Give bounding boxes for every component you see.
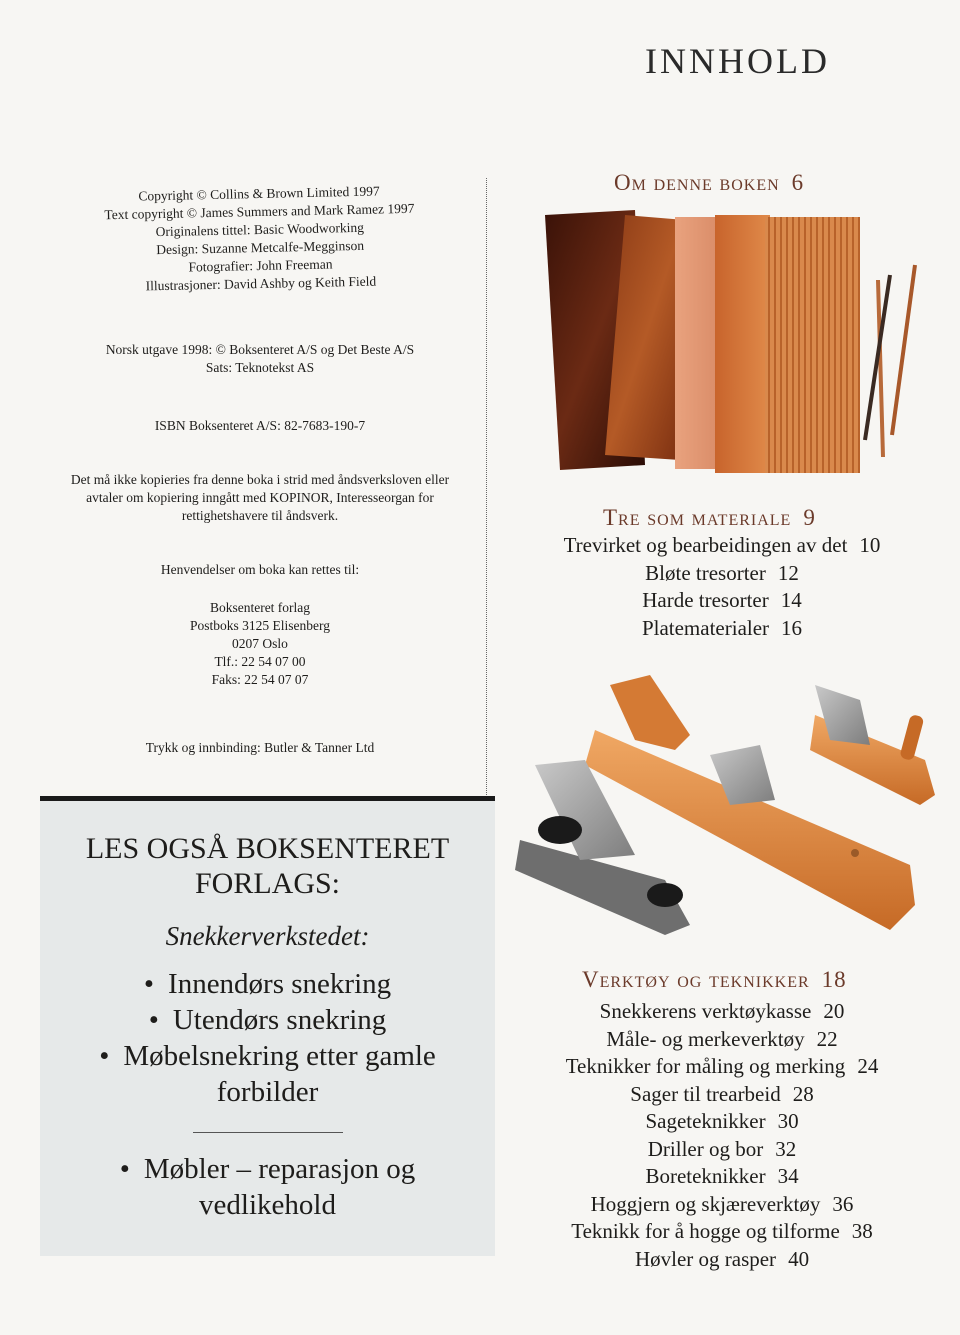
credit-line: Design: Suzanne Metcalfe-Megginson	[156, 237, 365, 258]
toc-entry[interactable]	[487, 1246, 957, 1274]
wood-samples-illustration	[540, 205, 920, 475]
promo-item-label: Møbler – reparasjon og vedlikehold	[143, 1153, 416, 1221]
notice-line: avtaler om kopiering inngått med KOPINOR, Interesseorgan for	[86, 490, 434, 505]
toc-entry-label: Høvler og rasper	[634, 1246, 777, 1271]
promo-item-label: Møbelsnekring etter gamle forbilder	[123, 1040, 436, 1108]
toc-entry-page: 16	[781, 615, 803, 640]
bullet-icon: •	[143, 968, 155, 1000]
bullet-icon: •	[119, 1153, 130, 1185]
toc-entry-page: 14	[780, 588, 802, 612]
toc-section-page: 18	[821, 967, 847, 992]
toc-entry[interactable]	[487, 1163, 957, 1191]
toc-section-title: Om denne boken	[614, 170, 780, 195]
toc-entry[interactable]	[487, 1053, 957, 1081]
toc-entry-label: Driller og bor	[647, 1136, 764, 1161]
imprint-column	[40, 185, 480, 757]
promo-item	[68, 966, 467, 1002]
toc-entry-label: Hoggjern og skjæreverktøy	[590, 1191, 821, 1216]
toc-section-verktoy-og-teknikker[interactable]	[582, 967, 847, 993]
promo-heading	[40, 831, 495, 901]
toc-entry-label: Sageteknikker	[645, 1109, 766, 1133]
credit-line: Fotografier: John Freeman	[188, 256, 333, 275]
notice-line: rettighetshavere til åndsverk.	[181, 508, 339, 523]
promo-box	[40, 796, 495, 1256]
toc-entry-page: 38	[851, 1219, 873, 1243]
toc-entry[interactable]	[487, 1191, 957, 1219]
wood-sample	[715, 215, 770, 473]
address-block	[40, 599, 480, 689]
toc-entry-page: 30	[777, 1109, 799, 1133]
credit-line: Originalens tittel: Basic Woodworking	[155, 219, 365, 240]
toc-list-tre	[487, 532, 957, 642]
promo-item-label: Innendørs snekring	[168, 968, 392, 1000]
promo-item	[68, 1002, 467, 1038]
inlay-strips	[865, 265, 915, 457]
toc-entry-label: Platematerialer	[641, 615, 770, 640]
credit-line: Copyright © Collins & Brown Limited 1997	[138, 183, 380, 204]
address-line: 0207 Oslo	[232, 636, 288, 651]
toc-entry-page: 32	[775, 1136, 797, 1161]
toc-entry-page: 12	[777, 560, 799, 585]
promo-heading-line: LES OGSÅ BOKSENTERET	[85, 832, 450, 865]
toc-entry-page: 28	[792, 1081, 814, 1106]
bullet-icon: •	[99, 1040, 110, 1072]
hand-planes-illustration	[515, 655, 945, 950]
block-plane	[810, 685, 935, 805]
print-block	[40, 739, 480, 757]
notice-line: Det må ikke kopieries fra denne boka i strid med åndsverksloven eller	[70, 472, 450, 487]
credits-block	[39, 180, 481, 297]
toc-entry[interactable]	[487, 532, 957, 560]
toc-entry-label: Trevirket og bearbeidingen av det	[563, 533, 848, 557]
toc-entry-label: Bløte tresorter	[645, 560, 766, 585]
toc-entry-label: Sager til trearbeid	[630, 1081, 781, 1106]
toc-entry-page: 10	[859, 533, 881, 557]
toc-entry[interactable]	[487, 998, 957, 1026]
toc-entry-label: Teknikker for måling og merking	[565, 1054, 846, 1078]
toc-entry-page: 22	[816, 1026, 838, 1051]
toc-section-om-denne-boken[interactable]	[614, 170, 804, 196]
toc-entry[interactable]	[487, 1136, 957, 1164]
credit-line: Text copyright © James Summers and Mark Ramez 1997	[104, 200, 415, 223]
credit-line: Illustrasjoner: David Ashby og Keith Field	[145, 273, 377, 294]
phone-line: Tlf.: 22 54 07 00	[214, 654, 306, 669]
toc-entry[interactable]	[487, 1218, 957, 1246]
toc-section-page: 6	[791, 170, 805, 195]
toc-entry-label: Måle- og merkeverktøy	[606, 1026, 805, 1051]
isbn-block	[40, 417, 480, 435]
norsk-utgave-block	[40, 341, 480, 377]
address-line: Boksenteret forlag	[209, 600, 311, 615]
toc-entry[interactable]	[487, 1108, 957, 1136]
isbn-line: ISBN Boksenteret A/S: 82-7683-190-7	[154, 418, 366, 433]
toc-entry[interactable]	[487, 1081, 957, 1109]
toc-section-tre-som-materiale[interactable]	[603, 505, 816, 531]
promo-item	[68, 1038, 467, 1110]
toc-entry-page: 20	[823, 999, 845, 1023]
toc-list-verktoy	[487, 998, 957, 1273]
toc-section-title: Verktøy og teknikker	[582, 967, 810, 992]
page-title: INNHOLD	[645, 41, 830, 82]
toc-section-page: 9	[803, 505, 816, 530]
toc-entry-page: 40	[788, 1246, 810, 1271]
sats-line: Sats: Teknotekst AS	[205, 360, 315, 375]
toc-entry-label: Harde tresorter	[642, 588, 769, 612]
copyright-notice	[40, 471, 480, 525]
inquiries-block	[40, 561, 480, 579]
toc-entry[interactable]	[487, 560, 957, 588]
promo-item	[68, 1151, 467, 1223]
toc-entry[interactable]	[487, 1026, 957, 1054]
promo-heading-line: FORLAGS:	[194, 867, 341, 900]
toc-entry-label: Snekkerens verktøykasse	[599, 999, 812, 1023]
promo-divider	[193, 1132, 343, 1133]
bullet-icon: •	[148, 1004, 159, 1036]
promo-list	[40, 1151, 495, 1223]
wood-sample	[765, 217, 860, 473]
toc-entry-page: 36	[832, 1191, 854, 1216]
toc-section-title: Tre som materiale	[603, 505, 792, 530]
inquiries-line: Henvendelser om boka kan rettes til:	[160, 562, 360, 577]
promo-subtitle: Snekkerverkstedet:	[165, 921, 370, 951]
promo-list	[40, 966, 495, 1110]
toc-entry-page: 24	[857, 1054, 879, 1078]
print-line: Trykk og innbinding: Butler & Tanner Ltd	[145, 740, 375, 755]
toc-entry-label: Teknikk for å hogge og tilforme	[571, 1219, 840, 1243]
toc-entry[interactable]	[487, 615, 957, 643]
promo-item-label: Utendørs snekring	[172, 1004, 387, 1036]
norsk-utgave-line: Norsk utgave 1998: © Boksenteret A/S og Det Beste A/S	[105, 342, 415, 357]
toc-entry-page: 34	[777, 1164, 799, 1188]
fax-line: Faks: 22 54 07 07	[211, 672, 309, 687]
address-line: Postboks 3125 Elisenberg	[189, 618, 330, 633]
toc-entry-label: Boreteknikker	[645, 1164, 766, 1188]
toc-entry[interactable]	[487, 587, 957, 615]
wood-sample	[675, 217, 720, 469]
